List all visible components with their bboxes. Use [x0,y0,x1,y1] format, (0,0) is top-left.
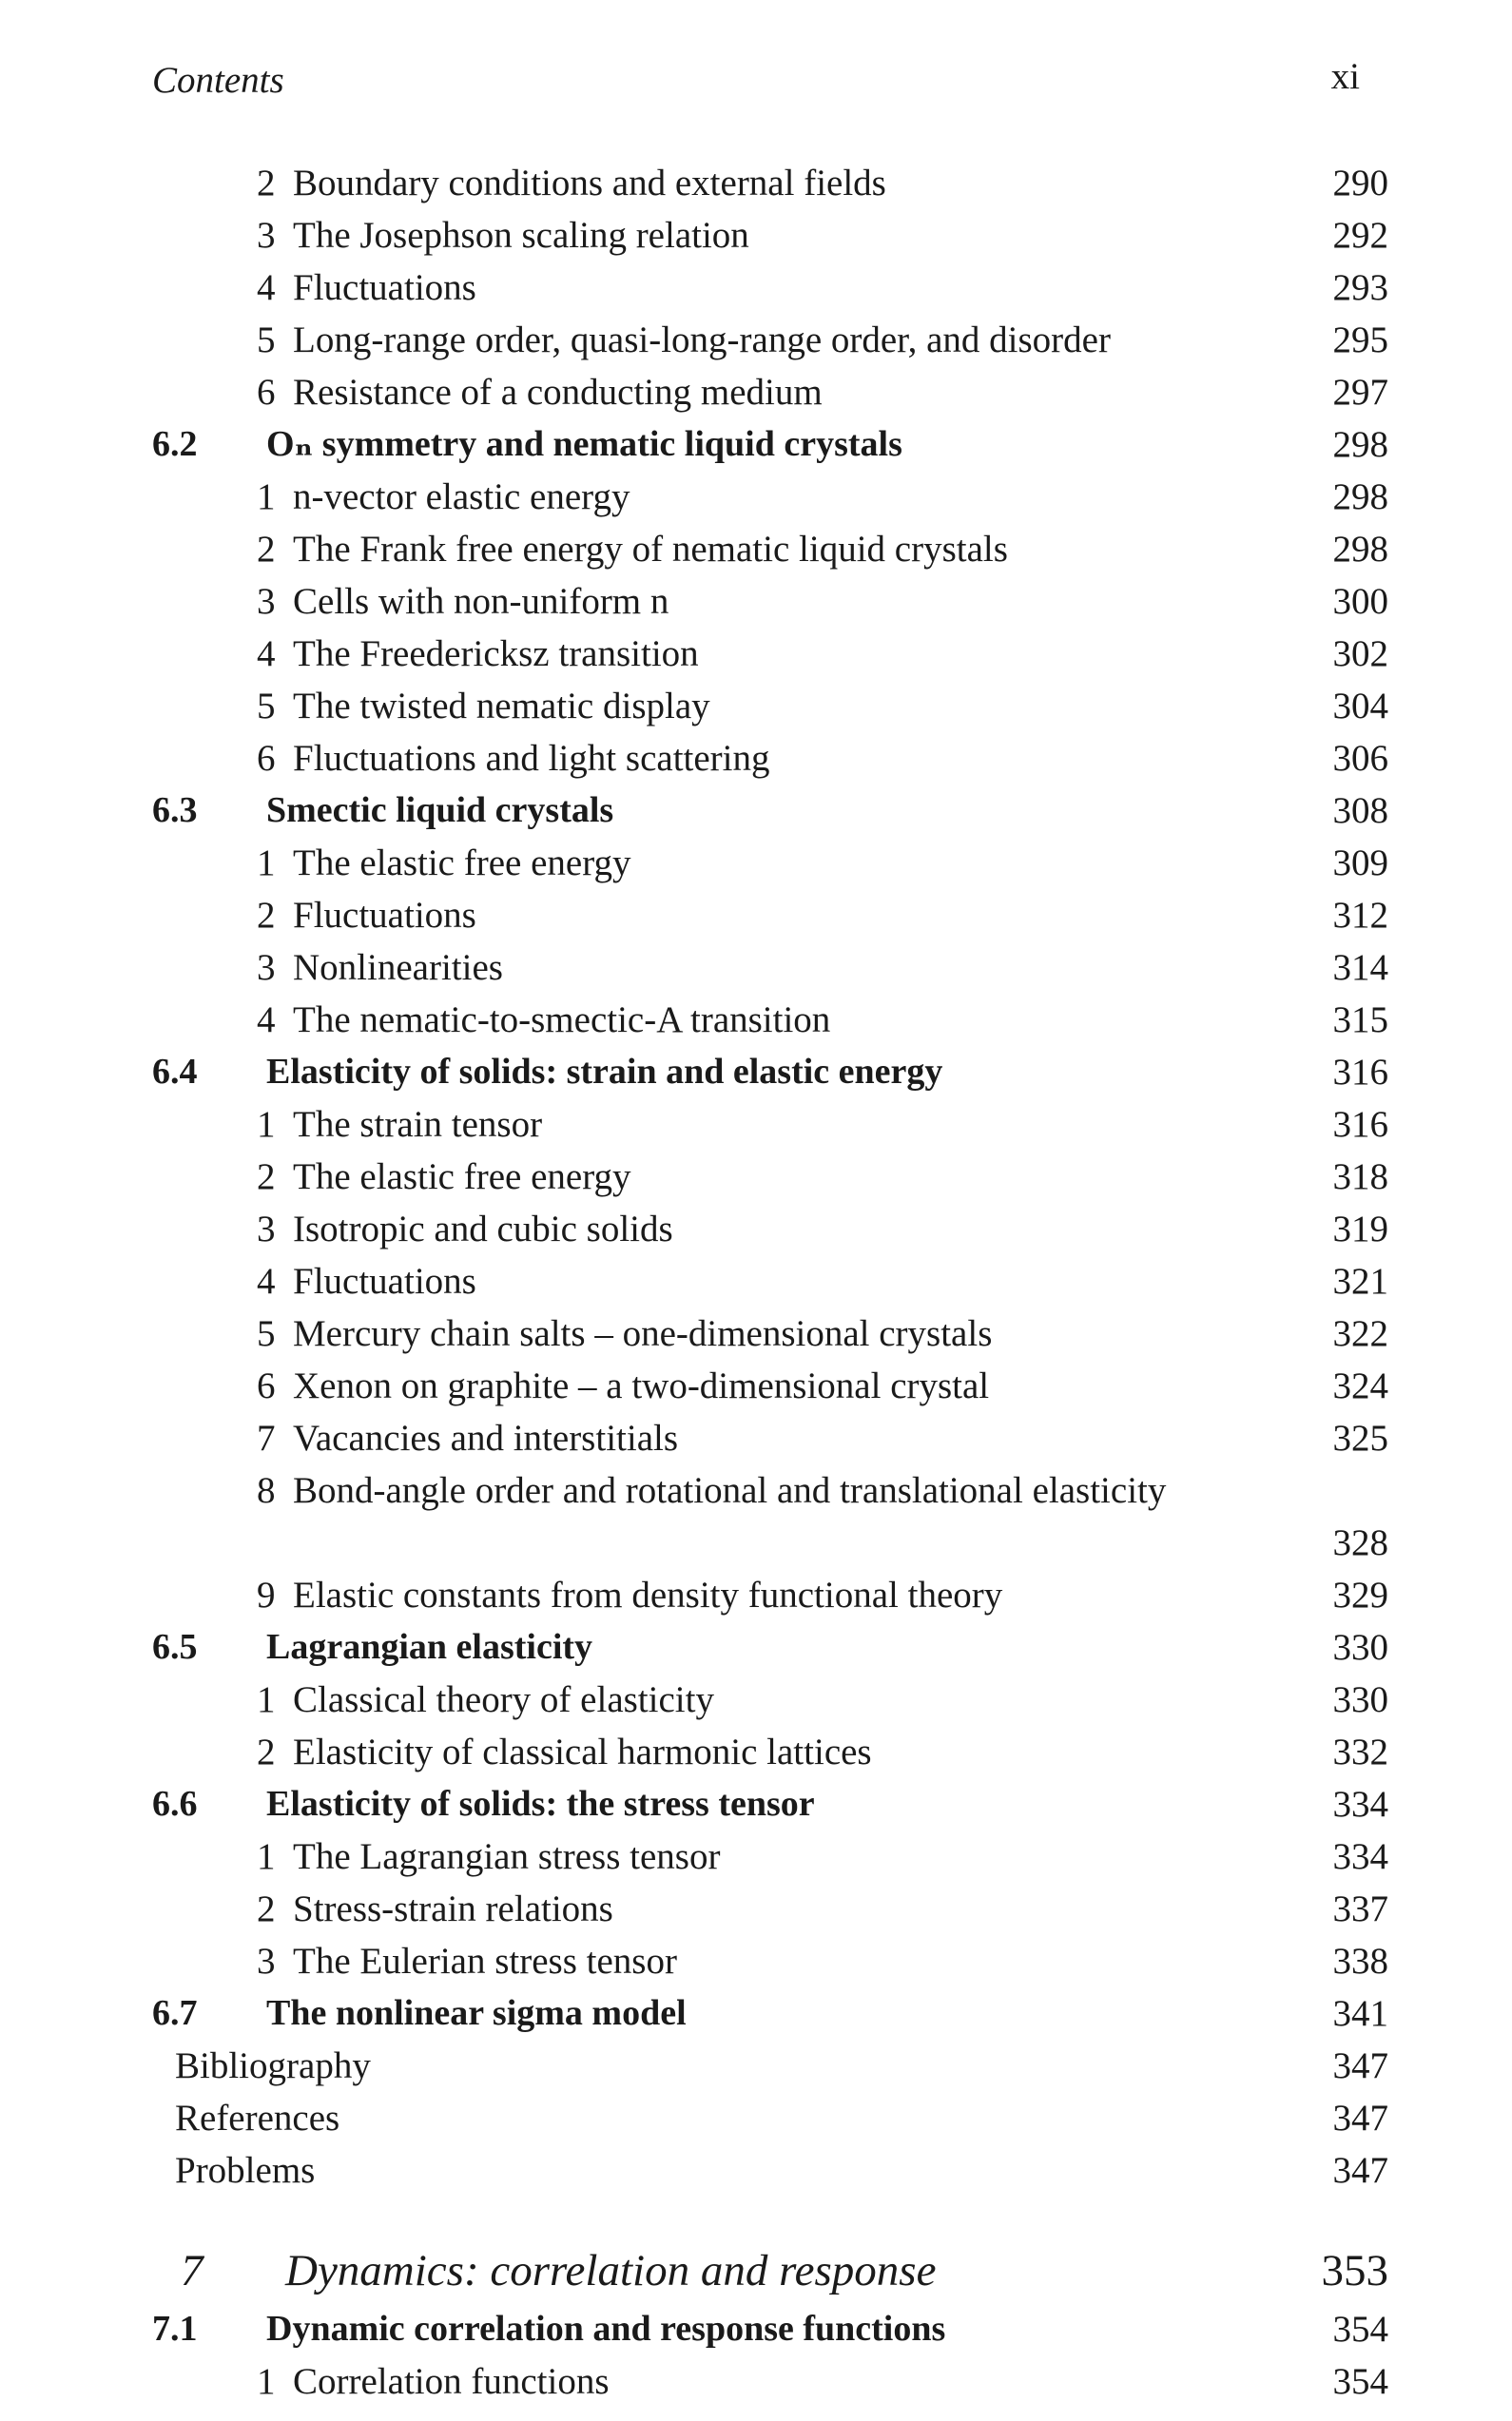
toc-entry [152,2355,1388,2408]
toc-entry-number: 6 [257,372,276,413]
toc-entry [152,261,1388,314]
toc-entry-page: 308 [1332,790,1388,831]
toc-entry [152,784,1388,837]
toc-entry [152,1778,1388,1830]
toc-entry [152,1464,1388,1569]
toc-entry-page: 334 [1332,1836,1388,1877]
toc-entry-title: Bond-angle order and rotational and translational elasticity [293,1470,1167,1511]
toc-entry-title: The strain tensor [293,1104,543,1145]
toc-entry-page: 337 [1332,1888,1388,1929]
toc-entry-title: Dynamic correlation and response functions [266,2309,946,2349]
toc-entry [152,1987,1388,2040]
toc-entry [152,575,1388,628]
toc-entry [152,2144,1388,2197]
toc-entry-page: 322 [1332,1313,1388,1354]
toc-entry-title: Bibliography [175,2045,371,2086]
toc-entry-title: Dynamics: correlation and response [285,2246,937,2295]
toc-entry-number: 4 [257,999,276,1040]
toc-entry-title: Isotropic and cubic solids [293,1209,673,1249]
toc-entry-title: The nonlinear sigma model [266,1993,687,2033]
toc-entry [152,1046,1388,1098]
toc-entry-title: Fluctuations and light scattering [293,738,770,779]
toc-entry-number: 6.7 [152,1993,198,2033]
toc-entry-number: 7 [181,2246,204,2295]
toc-entry-page: 312 [1332,895,1388,936]
toc-entry [152,941,1388,994]
toc-entry-title: The twisted nematic display [293,686,710,726]
toc-entry-title: The elastic free energy [293,843,631,883]
toc-entry [152,2238,1388,2303]
toc-entry-page: 328 [1332,1522,1388,1563]
toc-entry-page: 290 [1332,163,1388,203]
toc-entry [152,1935,1388,1987]
toc-entry-title: Elasticity of solids: strain and elastic energy [266,1052,943,1092]
toc-entry-title: Fluctuations [293,1261,476,1302]
running-header [152,56,1360,107]
toc-entry-page: 300 [1332,581,1388,622]
toc-entry-title: Resistance of a conducting medium [293,372,823,413]
toc-entry [152,1151,1388,1203]
toc-entry-number: 2 [257,1156,276,1197]
toc-entry-page: 338 [1332,1941,1388,1982]
toc-entry-title: Elasticity of classical harmonic lattices [293,1732,872,1772]
toc-entry-number: 3 [257,1941,276,1982]
toc-entry-page: 354 [1332,2361,1388,2402]
toc-entry-title: The Lagrangian stress tensor [293,1836,721,1877]
toc-entry-page: 325 [1332,1418,1388,1459]
toc-entry-number: 1 [257,1104,276,1145]
toc-entry-page: 302 [1332,633,1388,674]
toc-entry-title: Mercury chain salts – one-dimensional crystals [293,1313,993,1354]
toc-entry-page: 297 [1332,372,1388,413]
toc-entry-title: Xenon on graphite – a two-dimensional crystal [293,1365,990,1406]
toc-entry [152,157,1388,209]
toc-entry-number: 6.5 [152,1627,198,1667]
toc-entry-page: 292 [1332,215,1388,256]
toc-entry-title: The Eulerian stress tensor [293,1941,677,1982]
toc-entry [152,2040,1388,2092]
toc-entry-number: 2 [257,895,276,936]
toc-entry-page: 298 [1332,424,1388,465]
toc-entry [152,889,1388,941]
toc-entry-title: Elasticity of solids: the stress tensor [266,1784,815,1824]
toc-entry [152,732,1388,784]
toc-entry [152,418,1388,471]
toc-entry-number: 4 [257,633,276,674]
table-of-contents [152,157,1388,2408]
toc-entry-page: 316 [1332,1104,1388,1145]
toc-entry-title: Nonlinearities [293,947,503,988]
toc-entry [152,1255,1388,1307]
toc-entry-title: Oₙ symmetry and nematic liquid crystals [266,424,902,464]
toc-entry-page: 354 [1332,2309,1388,2350]
toc-entry [152,680,1388,732]
toc-entry-title: Long-range order, quasi-long-range order, and disorder [293,320,1111,360]
toc-entry-number: 3 [257,1209,276,1249]
toc-entry-number: 2 [257,163,276,203]
toc-entry-number: 2 [257,1732,276,1772]
toc-entry-page: 334 [1332,1784,1388,1825]
toc-entry [152,1412,1388,1464]
toc-entry-title: The Josephson scaling relation [293,215,749,256]
toc-entry-number: 1 [257,1679,276,1720]
toc-entry-title: Lagrangian elasticity [266,1627,593,1667]
toc-entry-number: 4 [257,1261,276,1302]
toc-entry-page: 298 [1332,476,1388,517]
toc-entry-number: 1 [257,843,276,883]
toc-entry-page: 309 [1332,843,1388,883]
toc-entry [152,314,1388,366]
toc-entry [152,2092,1388,2144]
toc-entry-title: n-vector elastic energy [293,476,630,517]
toc-entry [152,1307,1388,1360]
toc-entry-number: 9 [257,1575,276,1616]
toc-entry-title: Correlation functions [293,2361,610,2402]
toc-entry-page: 330 [1332,1627,1388,1668]
toc-entry-page: 293 [1332,267,1388,308]
toc-entry-page: 316 [1332,1052,1388,1093]
toc-entry [152,1203,1388,1255]
toc-entry-page: 347 [1332,2045,1388,2086]
toc-entry [152,994,1388,1046]
toc-entry [152,1569,1388,1621]
toc-entry-page: 353 [1321,2246,1388,2295]
toc-entry-page: 314 [1332,947,1388,988]
toc-entry-title: Fluctuations [293,267,476,308]
toc-entry [152,837,1388,889]
toc-entry-number: 1 [257,1836,276,1877]
toc-entry-title: Smectic liquid crystals [266,790,614,830]
toc-entry-number: 6.2 [152,424,198,464]
toc-entry-page: 332 [1332,1732,1388,1772]
toc-entry-title: Boundary conditions and external fields [293,163,886,203]
toc-entry-number: 3 [257,215,276,256]
toc-entry-page: 341 [1332,1993,1388,2034]
toc-entry-page: 319 [1332,1209,1388,1249]
toc-entry-title: Cells with non-uniform n [293,581,669,622]
toc-entry-page: 347 [1332,2150,1388,2191]
toc-entry-page: 347 [1332,2098,1388,2139]
toc-entry-title: References [175,2098,340,2139]
toc-entry-page: 329 [1332,1575,1388,1616]
header-title: Contents [152,60,284,101]
toc-entry-number: 8 [257,1470,276,1511]
toc-entry-number: 3 [257,581,276,622]
toc-entry-page: 298 [1332,529,1388,570]
toc-entry-title: Classical theory of elasticity [293,1679,714,1720]
toc-entry-page: 330 [1332,1679,1388,1720]
toc-entry [152,1360,1388,1412]
toc-entry [152,1830,1388,1883]
toc-entry-number: 5 [257,320,276,360]
toc-entry-number: 3 [257,947,276,988]
toc-entry [152,1674,1388,1726]
toc-entry-number: 2 [257,1888,276,1929]
toc-entry [152,1883,1388,1935]
toc-entry [152,523,1388,575]
toc-entry-number: 6.4 [152,1052,198,1092]
toc-entry-title: Stress-strain relations [293,1888,613,1929]
toc-entry-title: The Freedericksz transition [293,633,699,674]
toc-entry-number: 2 [257,529,276,570]
toc-entry-page: 295 [1332,320,1388,360]
toc-entry [152,2303,1388,2355]
toc-entry-number: 1 [257,476,276,517]
toc-entry-number: 1 [257,2361,276,2402]
toc-entry [152,1726,1388,1778]
toc-entry-page: 324 [1332,1365,1388,1406]
toc-entry [152,1621,1388,1674]
toc-entry-title: The nematic-to-smectic-A transition [293,999,831,1040]
toc-entry-number: 5 [257,686,276,726]
toc-entry [152,366,1388,418]
toc-entry [152,471,1388,523]
toc-entry-page: 315 [1332,999,1388,1040]
toc-entry-page: 321 [1332,1261,1388,1302]
page-number: xi [1330,56,1360,97]
toc-entry-number: 5 [257,1313,276,1354]
toc-entry-number: 7 [257,1418,276,1459]
toc-entry-page: 304 [1332,686,1388,726]
toc-entry-page: 318 [1332,1156,1388,1197]
toc-entry [152,209,1388,261]
toc-entry-title: Elastic constants from density functional theory [293,1575,1003,1616]
toc-entry-title: Fluctuations [293,895,476,936]
toc-entry-page: 306 [1332,738,1388,779]
toc-entry-title: The Frank free energy of nematic liquid crystals [293,529,1008,570]
toc-entry-number: 4 [257,267,276,308]
toc-entry-title: Problems [175,2150,316,2191]
toc-entry [152,1098,1388,1151]
toc-entry-number: 6 [257,1365,276,1406]
toc-entry-number: 6.6 [152,1784,198,1824]
toc-entry-number: 6 [257,738,276,779]
toc-entry-number: 6.3 [152,790,198,830]
toc-entry [152,628,1388,680]
toc-entry-number: 7.1 [152,2309,198,2349]
toc-entry-title: Vacancies and interstitials [293,1418,679,1459]
toc-entry-title: The elastic free energy [293,1156,631,1197]
